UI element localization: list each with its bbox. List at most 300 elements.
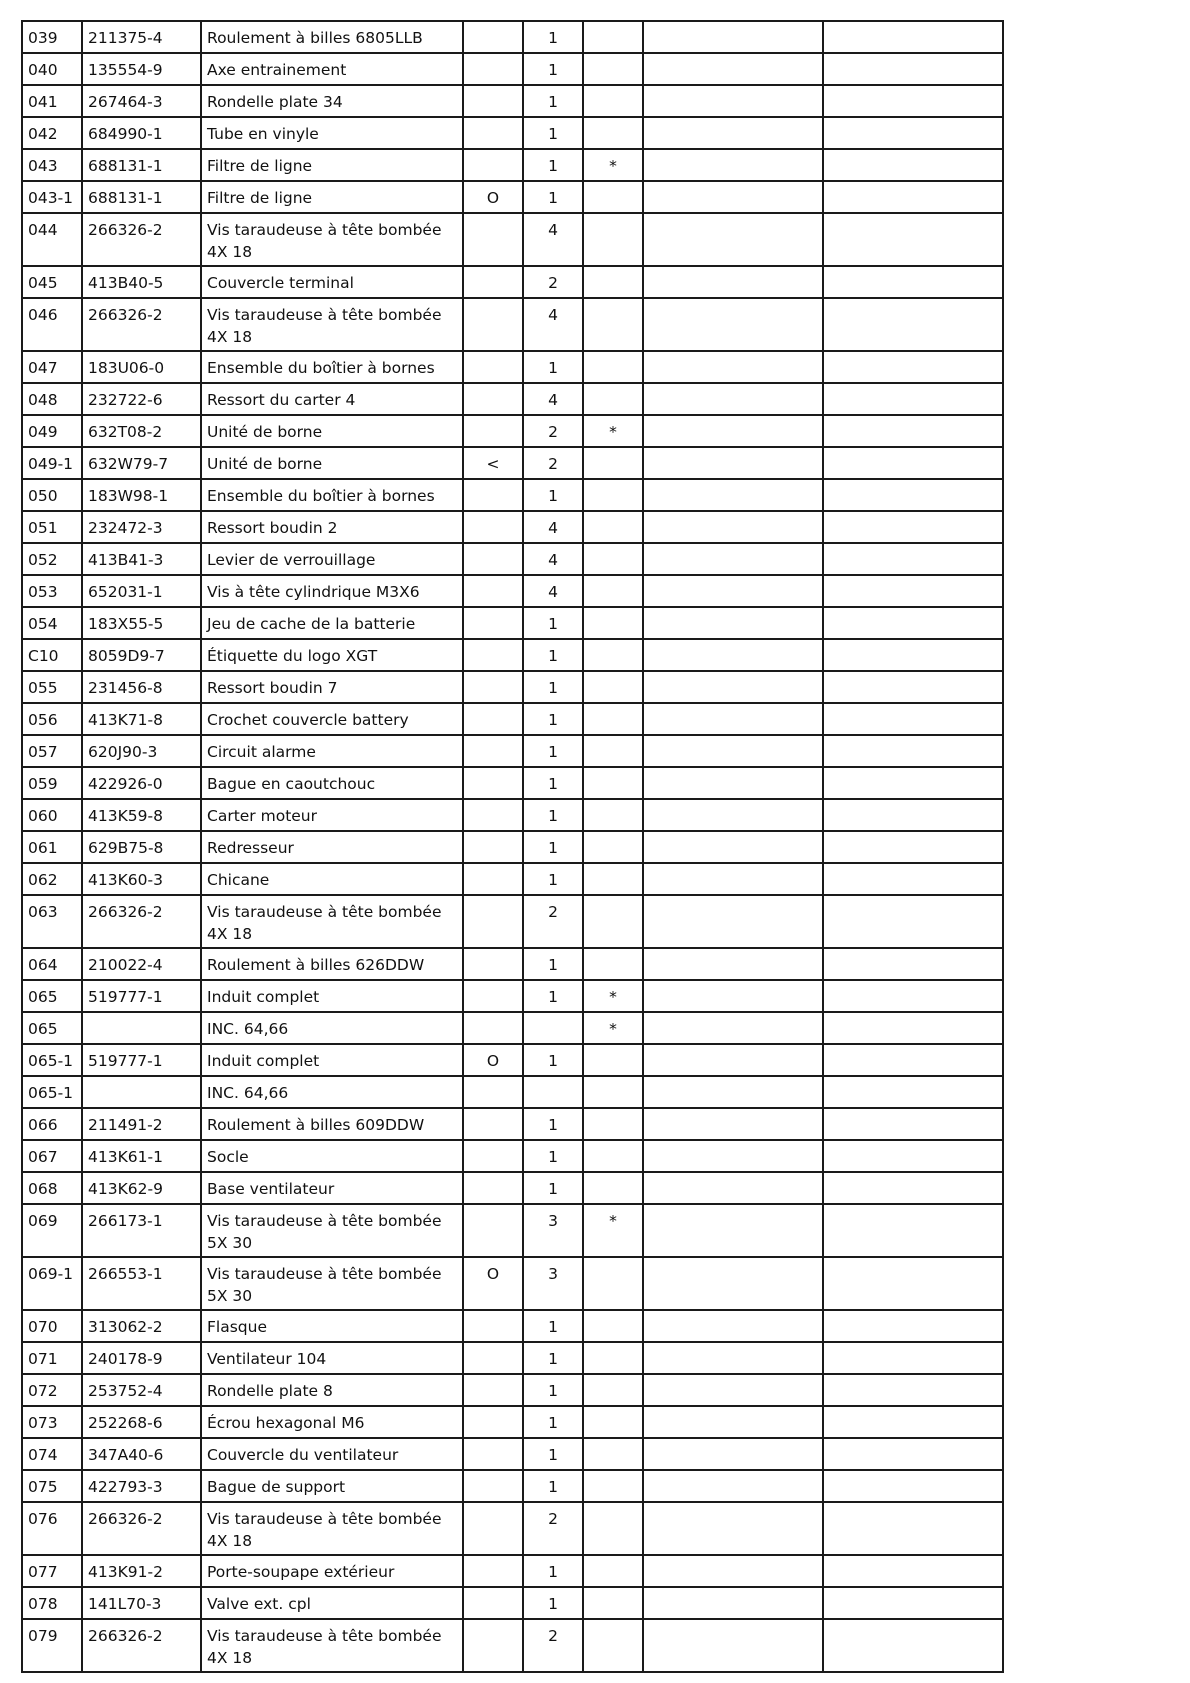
parts-table	[21, 20, 1004, 1673]
table-row	[22, 351, 1003, 383]
empty-cell	[823, 1619, 1003, 1672]
mark-cell	[583, 948, 643, 980]
ref-number-cell: 067	[22, 1140, 82, 1172]
part-number-cell: 413K59-8	[82, 799, 201, 831]
note-cell	[463, 298, 523, 351]
description-cell: Ressort boudin 7	[201, 671, 463, 703]
empty-cell	[823, 447, 1003, 479]
note-cell	[463, 21, 523, 53]
mark-cell	[583, 1470, 643, 1502]
note-cell	[463, 266, 523, 298]
table-row	[22, 1108, 1003, 1140]
part-number-cell: 253752-4	[82, 1374, 201, 1406]
part-number-cell: 422793-3	[82, 1470, 201, 1502]
description-cell: Roulement à billes 6805LLB	[201, 21, 463, 53]
ref-number-cell: 041	[22, 85, 82, 117]
quantity-cell: 2	[523, 895, 583, 948]
table-row	[22, 415, 1003, 447]
note-cell	[463, 831, 523, 863]
note-cell	[463, 703, 523, 735]
empty-cell	[643, 1044, 823, 1076]
empty-cell	[823, 735, 1003, 767]
empty-cell	[823, 831, 1003, 863]
empty-cell	[643, 1204, 823, 1257]
table-row	[22, 639, 1003, 671]
mark-cell	[583, 1342, 643, 1374]
empty-cell	[643, 415, 823, 447]
empty-cell	[823, 1502, 1003, 1555]
mark-cell	[583, 479, 643, 511]
empty-cell	[823, 415, 1003, 447]
mark-cell	[583, 53, 643, 85]
description-cell: Flasque	[201, 1310, 463, 1342]
ref-number-cell: 065-1	[22, 1076, 82, 1108]
part-number-cell: 629B75-8	[82, 831, 201, 863]
empty-cell	[823, 1374, 1003, 1406]
quantity-cell: 1	[523, 149, 583, 181]
mark-cell	[583, 1044, 643, 1076]
part-number-cell: 183W98-1	[82, 479, 201, 511]
mark-cell	[583, 799, 643, 831]
quantity-cell: 4	[523, 575, 583, 607]
table-row	[22, 181, 1003, 213]
quantity-cell: 1	[523, 639, 583, 671]
mark-cell	[583, 1555, 643, 1587]
ref-number-cell: 040	[22, 53, 82, 85]
ref-number-cell: 039	[22, 21, 82, 53]
note-cell	[463, 767, 523, 799]
table-row	[22, 671, 1003, 703]
mark-cell	[583, 1619, 643, 1672]
quantity-cell: 1	[523, 831, 583, 863]
empty-cell	[643, 980, 823, 1012]
ref-number-cell: 071	[22, 1342, 82, 1374]
note-cell	[463, 415, 523, 447]
note-cell	[463, 149, 523, 181]
quantity-cell: 1	[523, 181, 583, 213]
table-row	[22, 1140, 1003, 1172]
note-cell	[463, 1406, 523, 1438]
empty-cell	[823, 1044, 1003, 1076]
description-cell: Socle	[201, 1140, 463, 1172]
empty-cell	[823, 85, 1003, 117]
empty-cell	[643, 1619, 823, 1672]
description-cell: Vis taraudeuse à tête bombée 4X 18	[201, 298, 463, 351]
table-row	[22, 703, 1003, 735]
mark-cell	[583, 831, 643, 863]
note-cell	[463, 671, 523, 703]
note-cell	[463, 85, 523, 117]
table-row	[22, 383, 1003, 415]
quantity-cell: 1	[523, 1172, 583, 1204]
table-row	[22, 1310, 1003, 1342]
mark-cell	[583, 1076, 643, 1108]
note-cell	[463, 575, 523, 607]
part-number-cell: 8059D9-7	[82, 639, 201, 671]
table-row	[22, 607, 1003, 639]
note-cell	[463, 213, 523, 266]
note-cell	[463, 863, 523, 895]
empty-cell	[643, 767, 823, 799]
part-number-cell: 413K62-9	[82, 1172, 201, 1204]
part-number-cell: 266326-2	[82, 213, 201, 266]
note-cell	[463, 1502, 523, 1555]
mark-cell	[583, 1310, 643, 1342]
empty-cell	[823, 575, 1003, 607]
empty-cell	[823, 671, 1003, 703]
empty-cell	[643, 266, 823, 298]
description-cell: Ensemble du boîtier à bornes	[201, 351, 463, 383]
empty-cell	[643, 1140, 823, 1172]
mark-cell	[583, 1587, 643, 1619]
note-cell	[463, 1470, 523, 1502]
mark-cell	[583, 703, 643, 735]
quantity-cell: 1	[523, 1374, 583, 1406]
description-cell: Vis taraudeuse à tête bombée 4X 18	[201, 1619, 463, 1672]
note-cell	[463, 607, 523, 639]
part-number-cell: 211375-4	[82, 21, 201, 53]
empty-cell	[643, 479, 823, 511]
empty-cell	[643, 1257, 823, 1310]
note-cell: O	[463, 181, 523, 213]
empty-cell	[823, 703, 1003, 735]
empty-cell	[643, 1108, 823, 1140]
empty-cell	[643, 1076, 823, 1108]
part-number-cell: 620J90-3	[82, 735, 201, 767]
part-number-cell: 240178-9	[82, 1342, 201, 1374]
table-row	[22, 799, 1003, 831]
description-cell: Redresseur	[201, 831, 463, 863]
mark-cell	[583, 213, 643, 266]
quantity-cell: 1	[523, 948, 583, 980]
part-number-cell: 266326-2	[82, 1502, 201, 1555]
ref-number-cell: 059	[22, 767, 82, 799]
mark-cell	[583, 85, 643, 117]
description-cell: Roulement à billes 626DDW	[201, 948, 463, 980]
part-number-cell: 632T08-2	[82, 415, 201, 447]
description-cell: Vis taraudeuse à tête bombée 4X 18	[201, 1502, 463, 1555]
note-cell	[463, 1619, 523, 1672]
description-cell: Carter moteur	[201, 799, 463, 831]
description-cell: Bague en caoutchouc	[201, 767, 463, 799]
ref-number-cell: 060	[22, 799, 82, 831]
empty-cell	[823, 799, 1003, 831]
mark-cell	[583, 735, 643, 767]
note-cell	[463, 1012, 523, 1044]
quantity-cell: 3	[523, 1204, 583, 1257]
empty-cell	[643, 703, 823, 735]
table-row	[22, 1172, 1003, 1204]
quantity-cell: 1	[523, 1108, 583, 1140]
part-number-cell: 252268-6	[82, 1406, 201, 1438]
part-number-cell: 684990-1	[82, 117, 201, 149]
description-cell: Levier de verrouillage	[201, 543, 463, 575]
ref-number-cell: 061	[22, 831, 82, 863]
mark-cell	[583, 1140, 643, 1172]
description-cell: Rondelle plate 34	[201, 85, 463, 117]
empty-cell	[643, 1438, 823, 1470]
empty-cell	[643, 831, 823, 863]
empty-cell	[823, 21, 1003, 53]
quantity-cell: 1	[523, 21, 583, 53]
part-number-cell: 519777-1	[82, 980, 201, 1012]
description-cell: Crochet couvercle battery	[201, 703, 463, 735]
table-row	[22, 298, 1003, 351]
empty-cell	[643, 1310, 823, 1342]
quantity-cell: 2	[523, 415, 583, 447]
part-number-cell: 413K61-1	[82, 1140, 201, 1172]
empty-cell	[643, 1012, 823, 1044]
note-cell	[463, 1555, 523, 1587]
part-number-cell: 652031-1	[82, 575, 201, 607]
description-cell: Induit complet	[201, 1044, 463, 1076]
table-row	[22, 117, 1003, 149]
quantity-cell: 1	[523, 1470, 583, 1502]
part-number-cell: 183X55-5	[82, 607, 201, 639]
empty-cell	[823, 351, 1003, 383]
empty-cell	[823, 1076, 1003, 1108]
note-cell	[463, 1172, 523, 1204]
empty-cell	[823, 948, 1003, 980]
note-cell	[463, 948, 523, 980]
quantity-cell: 1	[523, 1406, 583, 1438]
quantity-cell: 2	[523, 266, 583, 298]
empty-cell	[823, 266, 1003, 298]
ref-number-cell: 054	[22, 607, 82, 639]
quantity-cell: 1	[523, 863, 583, 895]
description-cell: Ventilateur 104	[201, 1342, 463, 1374]
quantity-cell: 1	[523, 735, 583, 767]
description-cell: Circuit alarme	[201, 735, 463, 767]
description-cell: Vis taraudeuse à tête bombée 5X 30	[201, 1257, 463, 1310]
mark-cell	[583, 181, 643, 213]
description-cell: Étiquette du logo XGT	[201, 639, 463, 671]
table-row	[22, 1204, 1003, 1257]
part-number-cell: 519777-1	[82, 1044, 201, 1076]
ref-number-cell: 064	[22, 948, 82, 980]
table-row	[22, 1587, 1003, 1619]
empty-cell	[643, 1555, 823, 1587]
note-cell	[463, 511, 523, 543]
ref-number-cell: 066	[22, 1108, 82, 1140]
ref-number-cell: 073	[22, 1406, 82, 1438]
empty-cell	[643, 575, 823, 607]
ref-number-cell: 065-1	[22, 1044, 82, 1076]
empty-cell	[823, 1257, 1003, 1310]
mark-cell	[583, 1172, 643, 1204]
mark-cell	[583, 511, 643, 543]
description-cell: Ressort du carter 4	[201, 383, 463, 415]
quantity-cell	[523, 1012, 583, 1044]
empty-cell	[643, 213, 823, 266]
empty-cell	[643, 383, 823, 415]
part-number-cell: 211491-2	[82, 1108, 201, 1140]
empty-cell	[643, 181, 823, 213]
table-row	[22, 1406, 1003, 1438]
ref-number-cell: C10	[22, 639, 82, 671]
description-cell: Filtre de ligne	[201, 181, 463, 213]
ref-number-cell: 068	[22, 1172, 82, 1204]
empty-cell	[823, 1587, 1003, 1619]
empty-cell	[823, 213, 1003, 266]
table-row	[22, 831, 1003, 863]
empty-cell	[823, 639, 1003, 671]
note-cell	[463, 53, 523, 85]
empty-cell	[643, 799, 823, 831]
part-number-cell: 266326-2	[82, 1619, 201, 1672]
description-cell: Base ventilateur	[201, 1172, 463, 1204]
ref-number-cell: 053	[22, 575, 82, 607]
mark-cell	[583, 575, 643, 607]
mark-cell	[583, 1406, 643, 1438]
quantity-cell: 4	[523, 298, 583, 351]
table-row	[22, 1438, 1003, 1470]
note-cell	[463, 479, 523, 511]
ref-number-cell: 077	[22, 1555, 82, 1587]
mark-cell	[583, 351, 643, 383]
part-number-cell	[82, 1012, 201, 1044]
mark-cell	[583, 447, 643, 479]
ref-number-cell: 062	[22, 863, 82, 895]
quantity-cell: 2	[523, 1619, 583, 1672]
empty-cell	[643, 948, 823, 980]
part-number-cell: 413B40-5	[82, 266, 201, 298]
empty-cell	[643, 511, 823, 543]
quantity-cell: 1	[523, 671, 583, 703]
note-cell	[463, 980, 523, 1012]
table-row	[22, 1619, 1003, 1672]
description-cell: Roulement à billes 609DDW	[201, 1108, 463, 1140]
part-number-cell: 135554-9	[82, 53, 201, 85]
description-cell: Écrou hexagonal M6	[201, 1406, 463, 1438]
description-cell: INC. 64,66	[201, 1076, 463, 1108]
table-row	[22, 735, 1003, 767]
part-number-cell: 266326-2	[82, 895, 201, 948]
empty-cell	[643, 1342, 823, 1374]
empty-cell	[823, 1204, 1003, 1257]
table-row	[22, 447, 1003, 479]
mark-cell	[583, 671, 643, 703]
empty-cell	[823, 1438, 1003, 1470]
mark-cell	[583, 895, 643, 948]
mark-cell	[583, 607, 643, 639]
description-cell: Vis taraudeuse à tête bombée 4X 18	[201, 895, 463, 948]
part-number-cell: 266553-1	[82, 1257, 201, 1310]
empty-cell	[643, 671, 823, 703]
quantity-cell: 1	[523, 703, 583, 735]
empty-cell	[823, 383, 1003, 415]
mark-cell: *	[583, 1204, 643, 1257]
empty-cell	[823, 298, 1003, 351]
description-cell: Unité de borne	[201, 415, 463, 447]
description-cell: Valve ext. cpl	[201, 1587, 463, 1619]
empty-cell	[643, 21, 823, 53]
empty-cell	[643, 1502, 823, 1555]
empty-cell	[823, 1012, 1003, 1044]
empty-cell	[643, 1172, 823, 1204]
mark-cell	[583, 543, 643, 575]
ref-number-cell: 079	[22, 1619, 82, 1672]
part-number-cell: 232722-6	[82, 383, 201, 415]
note-cell	[463, 383, 523, 415]
table-row	[22, 1044, 1003, 1076]
empty-cell	[823, 543, 1003, 575]
table-row	[22, 85, 1003, 117]
part-number-cell: 141L70-3	[82, 1587, 201, 1619]
part-number-cell: 413B41-3	[82, 543, 201, 575]
table-row	[22, 895, 1003, 948]
ref-number-cell: 065	[22, 980, 82, 1012]
ref-number-cell: 052	[22, 543, 82, 575]
mark-cell	[583, 639, 643, 671]
mark-cell	[583, 1108, 643, 1140]
table-row	[22, 1470, 1003, 1502]
empty-cell	[823, 1140, 1003, 1172]
ref-number-cell: 046	[22, 298, 82, 351]
empty-cell	[643, 543, 823, 575]
quantity-cell	[523, 1076, 583, 1108]
empty-cell	[643, 1374, 823, 1406]
empty-cell	[823, 511, 1003, 543]
table-row	[22, 479, 1003, 511]
empty-cell	[643, 351, 823, 383]
empty-cell	[823, 479, 1003, 511]
note-cell	[463, 1204, 523, 1257]
quantity-cell: 1	[523, 1342, 583, 1374]
table-row	[22, 948, 1003, 980]
quantity-cell: 4	[523, 383, 583, 415]
description-cell: Vis taraudeuse à tête bombée 4X 18	[201, 213, 463, 266]
mark-cell	[583, 1374, 643, 1406]
quantity-cell: 1	[523, 1044, 583, 1076]
part-number-cell: 688131-1	[82, 149, 201, 181]
empty-cell	[823, 1172, 1003, 1204]
table-row	[22, 1374, 1003, 1406]
ref-number-cell: 070	[22, 1310, 82, 1342]
mark-cell: *	[583, 1012, 643, 1044]
ref-number-cell: 075	[22, 1470, 82, 1502]
part-number-cell: 413K71-8	[82, 703, 201, 735]
empty-cell	[823, 1470, 1003, 1502]
empty-cell	[643, 298, 823, 351]
quantity-cell: 1	[523, 117, 583, 149]
table-row	[22, 980, 1003, 1012]
quantity-cell: 1	[523, 1140, 583, 1172]
empty-cell	[823, 181, 1003, 213]
quantity-cell: 2	[523, 1502, 583, 1555]
empty-cell	[823, 607, 1003, 639]
empty-cell	[643, 447, 823, 479]
quantity-cell: 1	[523, 53, 583, 85]
table-row	[22, 266, 1003, 298]
ref-number-cell: 069	[22, 1204, 82, 1257]
part-number-cell: 231456-8	[82, 671, 201, 703]
part-number-cell: 632W79-7	[82, 447, 201, 479]
empty-cell	[823, 53, 1003, 85]
mark-cell: *	[583, 415, 643, 447]
quantity-cell: 1	[523, 607, 583, 639]
ref-number-cell: 074	[22, 1438, 82, 1470]
ref-number-cell: 049-1	[22, 447, 82, 479]
quantity-cell: 1	[523, 351, 583, 383]
empty-cell	[643, 1587, 823, 1619]
ref-number-cell: 072	[22, 1374, 82, 1406]
quantity-cell: 1	[523, 479, 583, 511]
table-row	[22, 1257, 1003, 1310]
ref-number-cell: 069-1	[22, 1257, 82, 1310]
empty-cell	[823, 1310, 1003, 1342]
table-row	[22, 767, 1003, 799]
